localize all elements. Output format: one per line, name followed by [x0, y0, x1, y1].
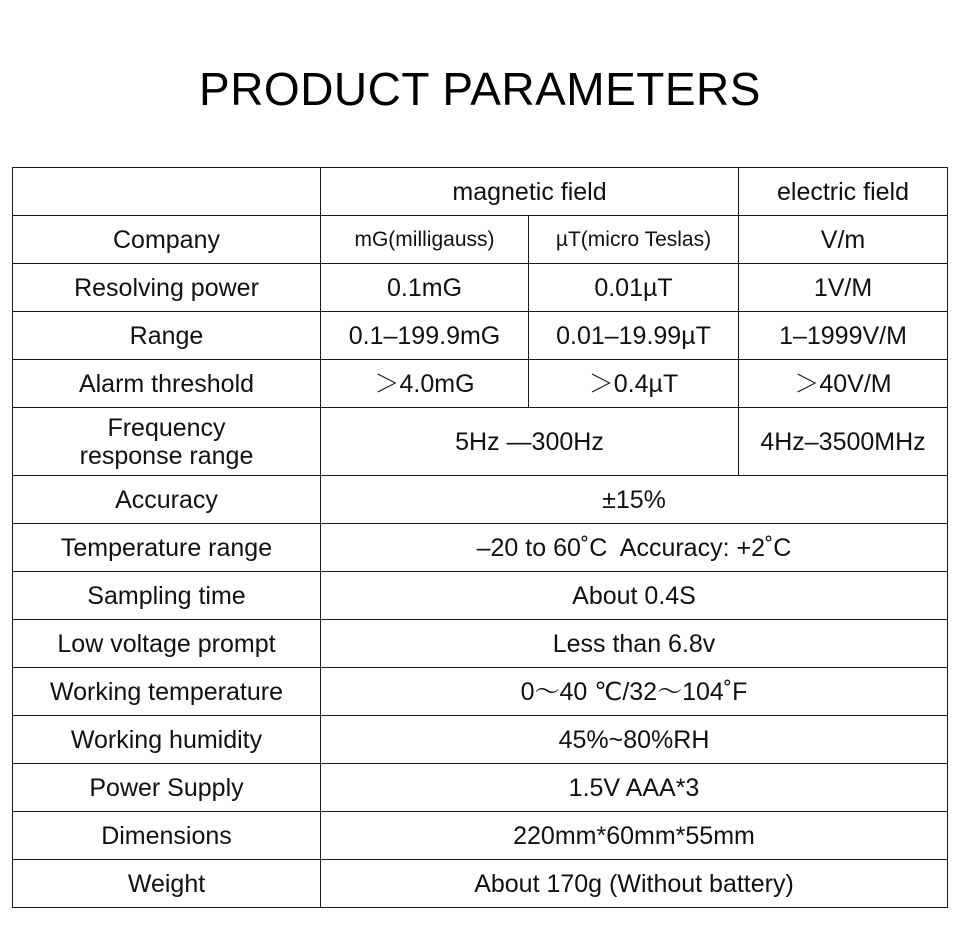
- dimensions-value: 220mm*60mm*55mm: [321, 812, 948, 860]
- alarm-ef-value: ＞40V/M: [739, 360, 948, 408]
- row-label-power-supply: Power Supply: [13, 764, 321, 812]
- table-row: [13, 572, 948, 620]
- electric-field-header: electric field: [739, 168, 948, 216]
- frequency-ef-value: 4Hz–3500MHz: [739, 408, 948, 476]
- low-voltage-value: Less than 6.8v: [321, 620, 948, 668]
- table-row: [13, 668, 948, 716]
- range-ut-value: 0.01–19.99µT: [529, 312, 739, 360]
- row-label-working-temperature: Working temperature: [13, 668, 321, 716]
- frequency-magnetic-value: 5Hz —300Hz: [321, 408, 739, 476]
- table-row: [13, 408, 948, 476]
- company-ef-value: V/m: [739, 216, 948, 264]
- frequency-label-line1: Frequency: [107, 413, 226, 442]
- row-label-accuracy: Accuracy: [13, 476, 321, 524]
- table-row: [13, 312, 948, 360]
- table-row: [13, 476, 948, 524]
- company-ut-value: µT(micro Teslas): [529, 216, 739, 264]
- sampling-time-value: About 0.4S: [321, 572, 948, 620]
- table-header-row: [13, 168, 948, 216]
- power-supply-value: 1.5V AAA*3: [321, 764, 948, 812]
- resolving-ef-value: 1V/M: [739, 264, 948, 312]
- row-label-dimensions: Dimensions: [13, 812, 321, 860]
- working-temperature-value: 0～40 ℃/32～104˚F: [321, 668, 948, 716]
- row-label-sampling-time: Sampling time: [13, 572, 321, 620]
- parameters-table: [12, 167, 948, 908]
- row-label-company: Company: [13, 216, 321, 264]
- row-label-resolving-power: Resolving power: [13, 264, 321, 312]
- table-row: [13, 716, 948, 764]
- table-row: [13, 812, 948, 860]
- weight-value: About 170g (Without battery): [321, 860, 948, 908]
- magnetic-field-header: magnetic field: [321, 168, 739, 216]
- table-row: [13, 860, 948, 908]
- row-label-range: Range: [13, 312, 321, 360]
- resolving-ut-value: 0.01µT: [529, 264, 739, 312]
- range-mg-value: 0.1–199.9mG: [321, 312, 529, 360]
- table-row: [13, 764, 948, 812]
- table-row: [13, 620, 948, 668]
- working-humidity-value: 45%~80%RH: [321, 716, 948, 764]
- frequency-label-line2: response range: [79, 441, 254, 470]
- alarm-mg-value: ＞4.0mG: [321, 360, 529, 408]
- resolving-mg-value: 0.1mG: [321, 264, 529, 312]
- row-label-weight: Weight: [13, 860, 321, 908]
- accuracy-value: ±15%: [321, 476, 948, 524]
- table-row: [13, 524, 948, 572]
- table-row: [13, 360, 948, 408]
- page-title: PRODUCT PARAMETERS: [199, 63, 761, 115]
- temperature-range-value: –20 to 60˚C Accuracy: +2˚C: [321, 524, 948, 572]
- row-label-frequency-response-range: [13, 408, 321, 476]
- range-ef-value: 1–1999V/M: [739, 312, 948, 360]
- company-mg-value: mG(milligauss): [321, 216, 529, 264]
- row-label-working-humidity: Working humidity: [13, 716, 321, 764]
- table-row: [13, 216, 948, 264]
- table-row: [13, 264, 948, 312]
- row-label-alarm-threshold: Alarm threshold: [13, 360, 321, 408]
- alarm-ut-value: ＞0.4µT: [529, 360, 739, 408]
- row-label-temperature-range: Temperature range: [13, 524, 321, 572]
- row-label-low-voltage-prompt: Low voltage prompt: [13, 620, 321, 668]
- corner-cell: [13, 168, 321, 216]
